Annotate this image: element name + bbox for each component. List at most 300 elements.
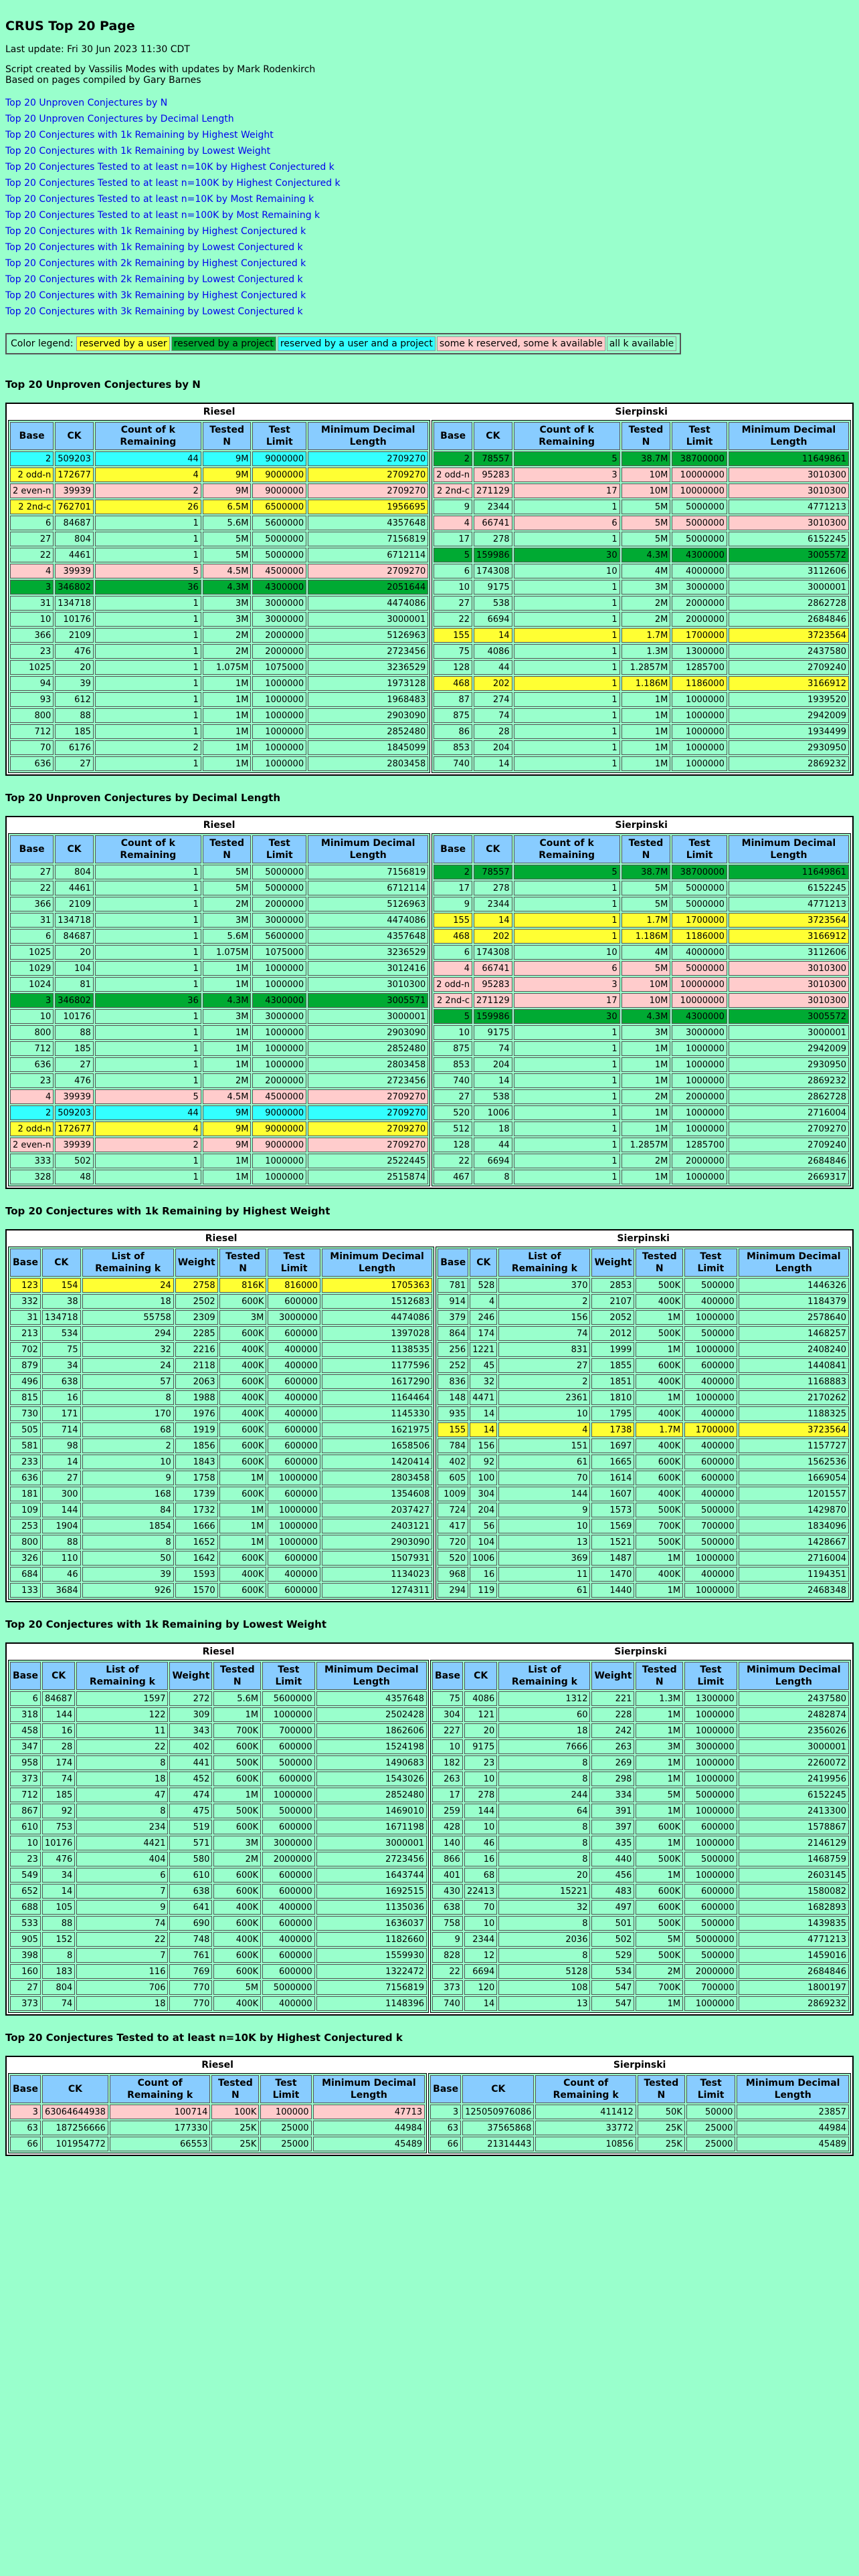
table-cell: 2502428 <box>316 1707 427 1722</box>
table-cell: 500000 <box>684 1326 737 1341</box>
table-row <box>438 1471 849 1485</box>
table-cell: 1000000 <box>684 1707 737 1722</box>
table-cell: 10856 <box>535 2137 636 2151</box>
table-cell: 144 <box>498 1487 590 1501</box>
table-cell: 39 <box>55 676 94 691</box>
table-cell: 4771213 <box>729 500 849 514</box>
column-header: Test Limit <box>686 2075 736 2103</box>
table-cell: 3723564 <box>729 628 849 643</box>
table-cell: 1M <box>219 1471 267 1485</box>
table-cell: 1 <box>95 977 201 992</box>
table-cell: 22 <box>76 1739 168 1754</box>
table-cell: 1M <box>622 724 671 739</box>
table-cell: 397 <box>591 1820 634 1834</box>
table-cell: 509203 <box>55 1105 94 1120</box>
nav-link[interactable]: Top 20 Unproven Conjectures by Decimal Length <box>5 114 234 124</box>
table-cell: 700000 <box>684 1980 737 1995</box>
table-row <box>434 596 849 611</box>
table-cell: 10 <box>514 564 620 578</box>
table-cell: 27 <box>42 1471 81 1485</box>
column-header: Tested N <box>203 422 252 450</box>
table-cell: 712 <box>10 1788 41 1802</box>
table-cell: 600K <box>219 1551 267 1566</box>
nav-link[interactable]: Top 20 Unproven Conjectures by N <box>5 98 168 108</box>
table-cell: 1570 <box>175 1583 218 1598</box>
table-cell: 1666 <box>175 1519 218 1533</box>
table-cell: 1 <box>514 1025 620 1040</box>
table-cell: 38.7M <box>622 865 671 879</box>
table-cell: 105 <box>42 1900 75 1915</box>
section-title: Top 20 Unproven Conjectures by N <box>5 379 201 391</box>
table-cell: 1 <box>95 756 201 771</box>
table-cell: 816000 <box>268 1278 320 1293</box>
table-cell: 1M <box>636 1707 683 1722</box>
table-cell: 600000 <box>262 1964 314 1979</box>
table-cell: 2 <box>498 1374 590 1389</box>
table-cell: 400000 <box>684 1438 737 1453</box>
table-cell: 853 <box>434 1057 472 1072</box>
table-cell: 10 <box>10 612 54 627</box>
table-cell: 39939 <box>55 1138 94 1152</box>
table-cell: 318 <box>10 1707 41 1722</box>
table-cell: 610 <box>169 1868 212 1883</box>
nav-link[interactable]: Top 20 Conjectures with 3k Remaining by Lowest Conjectured k <box>5 306 303 317</box>
table-cell: 2260072 <box>739 1755 849 1770</box>
table-cell: 2 2nd-c <box>434 484 472 498</box>
table-cell: 1705363 <box>322 1278 432 1293</box>
column-header: CK <box>55 422 94 450</box>
table-cell: 1420414 <box>322 1455 432 1469</box>
table-cell: 5000000 <box>262 1980 314 1995</box>
table-cell: 347 <box>10 1739 41 1754</box>
table-cell: 1 <box>95 612 201 627</box>
table-cell: 702 <box>10 1342 41 1357</box>
table-cell: 1 <box>95 1041 201 1056</box>
table-row <box>434 913 849 928</box>
table-cell: 1 <box>95 1025 201 1040</box>
table-cell: 88 <box>55 1025 94 1040</box>
table-row <box>434 467 849 482</box>
table-cell: 2603145 <box>739 1868 849 1883</box>
table-cell: 2000000 <box>262 1852 314 1866</box>
table-row <box>10 1422 432 1437</box>
table-cell: 5000000 <box>684 1932 737 1947</box>
table-cell: 1490683 <box>316 1755 427 1770</box>
table-cell: 1956695 <box>308 500 428 514</box>
table-cell: 104 <box>470 1535 497 1549</box>
table-cell: 600000 <box>262 1739 314 1754</box>
table-cell: 1M <box>636 1310 683 1325</box>
table-cell: 2723456 <box>316 1852 427 1866</box>
table-cell: 1440 <box>591 1583 634 1598</box>
table-cell: 402 <box>438 1455 468 1469</box>
table-cell: 3M <box>622 580 671 595</box>
table-cell: 1810 <box>591 1390 634 1405</box>
table-cell: 1188325 <box>739 1406 849 1421</box>
table-cell: 3166912 <box>729 929 849 944</box>
table-cell: 512 <box>434 1121 472 1136</box>
table-cell: 2684846 <box>739 1964 849 1979</box>
table-cell: 1135036 <box>316 1900 427 1915</box>
table-cell: 1000000 <box>684 1390 737 1405</box>
section-links <box>5 95 854 320</box>
table-row <box>438 1358 849 1373</box>
table-cell: 2419956 <box>739 1772 849 1786</box>
table-cell: 1468257 <box>739 1326 849 1341</box>
table-cell: 600K <box>219 1374 267 1389</box>
table-row <box>10 1772 427 1786</box>
table-cell: 253 <box>10 1519 41 1533</box>
table-cell: 84687 <box>55 929 94 944</box>
table-row <box>10 1438 432 1453</box>
table-cell: 1M <box>203 692 252 707</box>
table-cell: 12 <box>464 1948 497 1963</box>
table-row <box>10 1358 432 1373</box>
table-cell: 13 <box>498 1535 590 1549</box>
table-cell: 66553 <box>110 2137 210 2151</box>
table-cell: 502 <box>591 1932 634 1947</box>
table-cell: 1 <box>95 692 201 707</box>
table-cell: 27 <box>10 865 54 879</box>
table-cell: 1000000 <box>268 1503 320 1517</box>
table-cell: 1524198 <box>316 1739 427 1754</box>
table-cell: 538 <box>474 1089 512 1104</box>
table-cell: 10M <box>622 977 671 992</box>
table-cell: 2309 <box>175 1310 218 1325</box>
table-cell: 8 <box>76 1755 168 1770</box>
nav-link[interactable]: Top 20 Conjectures with 1k Remaining by Highest Weight <box>5 130 274 140</box>
column-header: Base <box>10 2075 41 2103</box>
table-cell: 1 <box>95 961 201 976</box>
table-cell: 25000 <box>686 2121 736 2135</box>
table-cell: 476 <box>55 644 94 659</box>
table-cell: 2903090 <box>322 1535 432 1549</box>
table-cell: 74 <box>76 1916 168 1931</box>
table-cell: 1285700 <box>672 660 727 675</box>
table-cell: 5000000 <box>672 961 727 976</box>
table-cell: 1700000 <box>684 1422 737 1437</box>
nav-link[interactable]: Top 20 Conjectures with 2k Remaining by Lowest Conjectured k <box>5 274 303 285</box>
table-cell: 1 <box>514 676 620 691</box>
table-cell: 3112606 <box>729 945 849 960</box>
table-cell: 39939 <box>55 484 94 498</box>
table-cell: 391 <box>591 1804 634 1818</box>
table-cell: 3000000 <box>262 1836 314 1850</box>
table-cell: 600K <box>213 1868 261 1883</box>
table-cell: 636 <box>10 756 54 771</box>
table-cell: 15221 <box>498 1884 590 1899</box>
table-row <box>10 1535 432 1549</box>
table-cell: 10M <box>622 484 671 498</box>
table-cell: 600K <box>213 1820 261 1834</box>
table-cell: 3005572 <box>729 548 849 562</box>
nav-link[interactable]: Top 20 Conjectures Tested to at least n=100K by Most Remaining k <box>5 210 320 221</box>
table-cell: 1 <box>95 881 201 895</box>
table-cell: 1559930 <box>316 1948 427 1963</box>
table-cell: 78557 <box>474 865 512 879</box>
table-cell: 500K <box>636 1326 683 1341</box>
table-cell: 430 <box>432 1884 463 1899</box>
nav-link[interactable]: Top 20 Conjectures with 1k Remaining by Highest Conjectured k <box>5 226 306 237</box>
table-cell: 31 <box>10 596 54 611</box>
table-cell: 84687 <box>55 516 94 530</box>
table-cell: 8 <box>82 1535 174 1549</box>
table-cell: 3000000 <box>672 1025 727 1040</box>
table-cell: 3000001 <box>729 580 849 595</box>
column-header: Base <box>10 1662 41 1690</box>
table-cell: 2408240 <box>739 1342 849 1357</box>
table-cell: 9000000 <box>252 1121 306 1136</box>
table-cell: 9 <box>76 1900 168 1915</box>
table-cell: 13 <box>498 1996 590 2011</box>
table-cell: 1 <box>514 929 620 944</box>
table-cell: 500000 <box>684 1503 737 1517</box>
table-cell: 2852480 <box>308 724 428 739</box>
table-cell: 7666 <box>498 1739 590 1754</box>
table-cell: 1682893 <box>739 1900 849 1915</box>
table-cell: 10000000 <box>672 977 727 992</box>
table-cell: 770 <box>169 1980 212 1995</box>
table-cell: 476 <box>55 1073 94 1088</box>
table-cell: 440 <box>591 1852 634 1866</box>
table-cell: 100714 <box>110 2105 210 2119</box>
table-cell: 48 <box>55 1170 94 1184</box>
column-header: Minimum Decimal Length <box>739 1249 849 1277</box>
table-row <box>10 1916 427 1931</box>
table-cell: 3M <box>203 1009 252 1024</box>
table-row <box>10 676 428 691</box>
table-cell: 600000 <box>262 1948 314 1963</box>
legend-item: some k reserved, some k available <box>437 336 605 351</box>
table-cell: 441 <box>169 1755 212 1770</box>
table-cell: 2862728 <box>729 596 849 611</box>
table-cell: 120 <box>464 1980 497 1995</box>
column-header: Tested N <box>211 2075 259 2103</box>
table-cell: 66 <box>10 2137 41 2151</box>
table-cell: 2216 <box>175 1342 218 1357</box>
table-cell: 2669317 <box>729 1170 849 1184</box>
table-cell: 1M <box>636 1836 683 1850</box>
table-cell: 4357648 <box>308 516 428 530</box>
table-cell: 22 <box>432 1964 463 1979</box>
table-cell: 1300000 <box>672 644 727 659</box>
section-table <box>5 1642 854 2016</box>
table-cell: 864 <box>438 1326 468 1341</box>
table-cell: 5M <box>622 961 671 976</box>
table-cell: 366 <box>10 897 54 911</box>
table-cell: 31 <box>10 913 54 928</box>
table-row <box>438 1390 849 1405</box>
table-cell: 1 <box>514 500 620 514</box>
table-cell: 2M <box>622 1154 671 1168</box>
table-cell: 500K <box>636 1278 683 1293</box>
table-cell: 16 <box>470 1567 497 1582</box>
table-row <box>432 1739 849 1754</box>
table-row <box>434 580 849 595</box>
table-cell: 202 <box>474 676 512 691</box>
table-cell: 1000000 <box>262 1707 314 1722</box>
column-header: Test Limit <box>252 835 306 863</box>
table-cell: 38.7M <box>622 451 671 466</box>
nav-link[interactable]: Top 20 Conjectures with 2k Remaining by Highest Conjectured k <box>5 258 306 269</box>
table-cell: 1919 <box>175 1422 218 1437</box>
table-cell: 228 <box>591 1707 634 1722</box>
table-cell: 1M <box>213 1788 261 1802</box>
column-header: Tested N <box>203 835 252 863</box>
table-cell: 1 <box>95 1057 201 1072</box>
table-cell: 47 <box>76 1788 168 1802</box>
table-cell: 75 <box>432 1691 463 1706</box>
table-row <box>434 1170 849 1184</box>
column-header: Base <box>10 835 54 863</box>
nav-link[interactable]: Top 20 Conjectures Tested to at least n=10K by Highest Conjectured k <box>5 162 335 173</box>
last-update: Last update: Fri 30 Jun 2023 11:30 CDT <box>5 44 190 55</box>
table-cell: 366 <box>10 628 54 643</box>
column-header: Minimum Decimal Length <box>737 2075 849 2103</box>
table-cell: 1 <box>514 580 620 595</box>
table-cell: 37565868 <box>462 2121 534 2135</box>
column-header: Weight <box>591 1662 634 1690</box>
table-cell: 9175 <box>464 1739 497 1754</box>
table-row <box>434 676 849 691</box>
table-cell: 2578640 <box>739 1310 849 1325</box>
table-cell: 600K <box>636 1455 683 1469</box>
table-cell: 84687 <box>42 1691 75 1706</box>
table-row <box>438 1535 849 1549</box>
table-cell: 4086 <box>464 1691 497 1706</box>
table-cell: 75 <box>434 644 472 659</box>
table-cell: 88 <box>42 1535 81 1549</box>
column-header: List of Remaining k <box>82 1249 174 1277</box>
color-legend <box>5 333 681 354</box>
table-cell: 2723456 <box>308 1073 428 1088</box>
table-cell: 600000 <box>262 1820 314 1834</box>
table-cell: 400000 <box>268 1342 320 1357</box>
table-cell: 400K <box>213 1900 261 1915</box>
table-row <box>434 692 849 707</box>
table-cell: 57 <box>82 1374 174 1389</box>
table-cell: 740 <box>434 756 472 771</box>
table-cell: 600K <box>219 1487 267 1501</box>
table-cell: 2 <box>434 451 472 466</box>
table-cell: 730 <box>10 1406 41 1421</box>
table-cell: 1580082 <box>739 1884 849 1899</box>
table-row <box>438 1455 849 1469</box>
table-cell: 46 <box>464 1836 497 1850</box>
table-cell: 6 <box>514 516 620 530</box>
table-cell: 9000000 <box>252 1105 306 1120</box>
table-cell: 5M <box>622 897 671 911</box>
nav-link[interactable]: Top 20 Conjectures with 1k Remaining by Lowest Weight <box>5 146 271 156</box>
column-header: Minimum Decimal Length <box>729 835 849 863</box>
table-cell: 88 <box>55 708 94 723</box>
nav-link[interactable]: Top 20 Conjectures with 1k Remaining by Lowest Conjectured k <box>5 242 303 253</box>
table-cell: 690 <box>169 1916 212 1931</box>
table-cell: 724 <box>438 1503 468 1517</box>
table-cell: 204 <box>474 740 512 755</box>
table-cell: 7156819 <box>316 1980 427 1995</box>
table-cell: 44984 <box>737 2121 849 2135</box>
table-cell: 1168883 <box>739 1374 849 1389</box>
table-cell: 400K <box>219 1342 267 1357</box>
table-cell: 1854 <box>82 1519 174 1533</box>
table-cell: 533 <box>10 1916 41 1931</box>
table-cell: 10000000 <box>672 484 727 498</box>
table-cell: 3236529 <box>308 945 428 960</box>
table-cell: 16 <box>42 1390 81 1405</box>
table-cell: 534 <box>591 1964 634 1979</box>
table-cell: 905 <box>10 1932 41 1947</box>
table-cell: 1 <box>514 897 620 911</box>
table-cell: 1.7M <box>636 1422 683 1437</box>
table-cell: 400K <box>636 1487 683 1501</box>
table-cell: 1184379 <box>739 1294 849 1309</box>
column-header: Base <box>434 835 472 863</box>
table-cell: 259 <box>432 1804 463 1818</box>
table-row <box>10 1294 432 1309</box>
table-row <box>434 484 849 498</box>
table-cell: 2 odd-n <box>434 467 472 482</box>
table-cell: 638 <box>432 1900 463 1915</box>
table-cell: 4474086 <box>308 913 428 928</box>
table-cell: 14 <box>474 1073 512 1088</box>
table-row <box>10 1996 427 2011</box>
table-cell: 10 <box>464 1916 497 1931</box>
table-row <box>434 945 849 960</box>
table-cell: 6694 <box>474 612 512 627</box>
table-cell: 3000001 <box>308 1009 428 1024</box>
table-cell: 500000 <box>684 1948 737 1963</box>
table-cell: 2 <box>95 1138 201 1152</box>
table-cell: 1439835 <box>739 1916 849 1931</box>
table-cell: 134718 <box>55 596 94 611</box>
table-cell: 6694 <box>474 1154 512 1168</box>
table-cell: 11 <box>76 1723 168 1738</box>
table-cell: 17 <box>514 484 620 498</box>
table-cell: 610 <box>10 1820 41 1834</box>
table-cell: 10 <box>498 1406 590 1421</box>
table-cell: 400000 <box>684 1487 737 1501</box>
table-cell: 185 <box>55 724 94 739</box>
table-cell: 9000000 <box>252 1138 306 1152</box>
table-cell: 700K <box>213 1723 261 1738</box>
column-header: CK <box>55 835 94 863</box>
table-cell: 2146129 <box>739 1836 849 1850</box>
table-cell: 3010300 <box>729 977 849 992</box>
table-cell: 2000000 <box>252 1073 306 1088</box>
nav-link[interactable]: Top 20 Conjectures Tested to at least n=100K by Highest Conjectured k <box>5 178 341 189</box>
table-cell: 2118 <box>175 1358 218 1373</box>
table-cell: 600K <box>219 1438 267 1453</box>
table-row <box>434 897 849 911</box>
nav-link[interactable]: Top 20 Conjectures Tested to at least n=10K by Most Remaining k <box>5 194 314 205</box>
table-cell: 600000 <box>262 1916 314 1931</box>
table-cell: 3000000 <box>684 1739 737 1754</box>
table-cell: 1573 <box>591 1503 634 1517</box>
table-cell: 4 <box>498 1422 590 1437</box>
column-header: Count of k Remaining <box>95 422 201 450</box>
table-cell: 600K <box>213 1772 261 1786</box>
nav-link[interactable]: Top 20 Conjectures with 3k Remaining by Highest Conjectured k <box>5 290 306 301</box>
table-cell: 428 <box>432 1820 463 1834</box>
table-cell: 475 <box>169 1804 212 1818</box>
table-cell: 1000000 <box>252 676 306 691</box>
table-cell: 417 <box>438 1519 468 1533</box>
table-cell: 1904 <box>42 1519 81 1533</box>
table-cell: 8 <box>498 1755 590 1770</box>
table-cell: 8 <box>82 1390 174 1405</box>
table-cell: 1856 <box>175 1438 218 1453</box>
